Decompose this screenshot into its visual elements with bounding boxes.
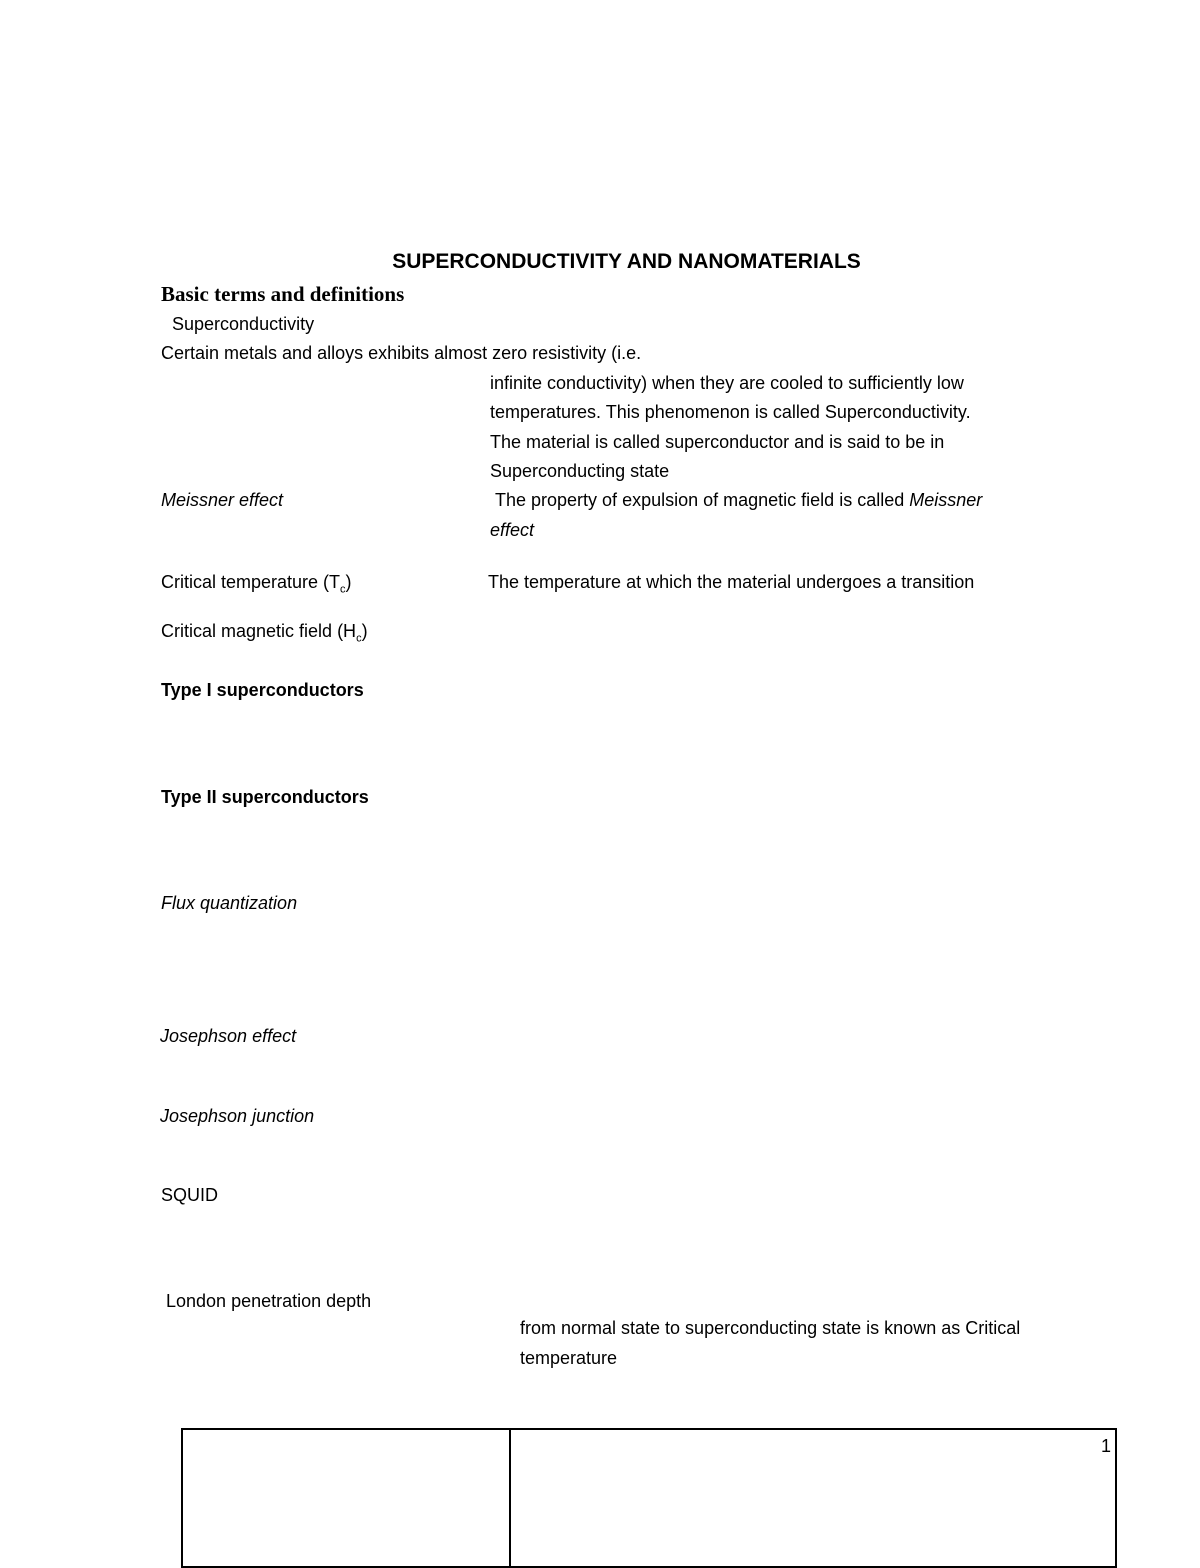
critical-temperature-definition-cont: temperature bbox=[520, 1348, 618, 1368]
term-josephson-junction: Josephson junction bbox=[160, 1106, 315, 1126]
term-critical-magnetic-field bbox=[161, 620, 368, 645]
meissner-definition-text: The property of expulsion of magnetic field is called bbox=[495, 490, 910, 510]
term-type-1-superconductors: Type I superconductors bbox=[161, 680, 364, 700]
term-text: Critical temperature (T bbox=[161, 572, 341, 592]
term-type-2-superconductors: Type II superconductors bbox=[161, 787, 369, 807]
term-text: ) bbox=[361, 621, 368, 641]
term-text: ) bbox=[345, 572, 352, 592]
table-column-divider bbox=[509, 1430, 511, 1566]
definition-line: temperatures. This phenomenon is called Superconductivity. bbox=[490, 402, 971, 422]
definition-line: Certain metals and alloys exhibits almost zero resistivity (i.e. bbox=[161, 343, 642, 363]
term-josephson-effect: Josephson effect bbox=[160, 1026, 297, 1046]
term-text: Critical magnetic field (H bbox=[161, 621, 357, 641]
meissner-definition-term-cont: effect bbox=[490, 520, 535, 540]
term-squid: SQUID bbox=[161, 1185, 219, 1205]
term-superconductivity: Superconductivity bbox=[172, 314, 315, 334]
term-london-penetration-depth: London penetration depth bbox=[166, 1291, 372, 1311]
term-flux-quantization: Flux quantization bbox=[161, 893, 298, 913]
document-title: SUPERCONDUCTIVITY AND NANOMATERIALS bbox=[392, 250, 861, 273]
term-meissner-effect: Meissner effect bbox=[161, 490, 284, 510]
subscript: c bbox=[356, 632, 362, 645]
definition-line: infinite conductivity) when they are cooled to sufficiently low bbox=[490, 373, 964, 393]
meissner-definition bbox=[495, 489, 982, 511]
section-heading: Basic terms and definitions bbox=[161, 282, 405, 306]
term-critical-temperature bbox=[161, 571, 352, 596]
definition-line: The material is called superconductor and is said to be in bbox=[490, 432, 945, 452]
meissner-definition-term: Meissner bbox=[909, 490, 983, 510]
bottom-table bbox=[181, 1428, 1117, 1568]
definition-line: Superconducting state bbox=[490, 461, 670, 481]
page-number: 1 bbox=[1100, 1436, 1111, 1456]
critical-temperature-definition: The temperature at which the material undergoes a transition bbox=[488, 572, 975, 592]
critical-temperature-definition-cont: from normal state to superconducting state is known as Critical bbox=[520, 1318, 1021, 1338]
subscript: c bbox=[340, 583, 346, 596]
